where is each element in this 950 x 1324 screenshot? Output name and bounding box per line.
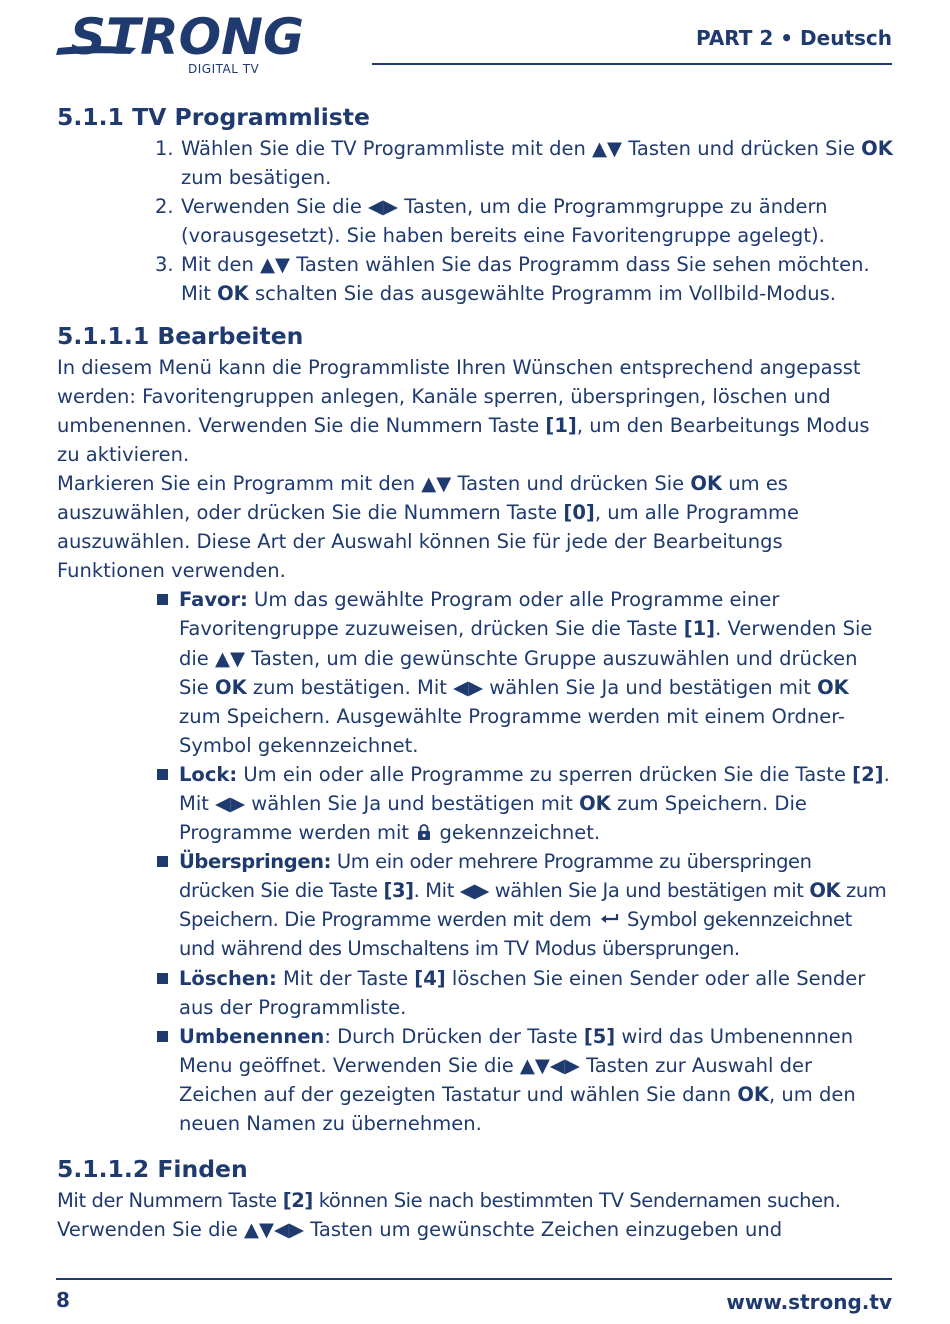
key: [2] <box>852 762 884 786</box>
square-bullet-icon <box>157 1031 168 1042</box>
bullet-label: Lock: <box>179 762 238 786</box>
bullet-rename <box>155 1022 893 1138</box>
text: Mit der Nummern Taste <box>57 1189 283 1213</box>
text: , um den neuen Namen zu übernehmen. <box>179 1082 856 1135</box>
header-rule <box>372 63 892 65</box>
brand-subtitle: DIGITAL TV <box>188 62 260 76</box>
text: . Verwenden Sie die ▲▼ Tasten, um die gewünschte Gruppe auszuwählen und drücken Sie <box>179 617 873 699</box>
strong-logo-graphic <box>56 8 326 68</box>
text: können Sie nach bestimmten TV Sendernamen suchen. <box>312 1189 841 1213</box>
bullet-label: Umbenennen <box>179 1024 325 1048</box>
text: Um das gewählte Program oder alle Programme einer Favoritengruppe zuzuweisen, drücken Sie die Taste <box>179 588 780 641</box>
step-text: Verwenden Sie die ◀▶ Tasten, um die Programmgruppe zu ändern (vorausgesetzt). Sie haben bereits eine Favoritengruppe agelegt). <box>181 195 828 248</box>
step-number: 2. <box>155 195 174 219</box>
key-ok: OK <box>861 137 893 160</box>
square-bullet-icon <box>157 769 168 780</box>
key: OK <box>737 1082 770 1106</box>
heading-finden: 5.1.1.2 Finden <box>57 1155 248 1184</box>
bullet-lock <box>155 760 893 847</box>
heading-bearbeiten: 5.1.1.1 Bearbeiten <box>57 321 304 350</box>
bullet-label: Löschen: <box>179 966 277 990</box>
text: Markieren Sie ein Programm mit den ▲▼ Tasten und drücken Sie <box>57 471 691 495</box>
text: Mit der Taste <box>276 966 415 990</box>
bullet-label: Überspringen: <box>179 850 332 874</box>
page-number: 8 <box>56 1288 70 1312</box>
key: [1] <box>683 617 716 641</box>
bullet-favor <box>155 585 893 760</box>
key-ok: OK <box>217 282 249 306</box>
bullet-skip <box>155 847 893 963</box>
key-0: [0] <box>563 501 595 525</box>
footer-rule <box>56 1278 892 1280</box>
key-ok: OK <box>690 471 723 495</box>
text: . Mit ◀▶ wählen Sie Ja und bestätigen mit <box>179 762 890 815</box>
website-link[interactable]: www.strong.tv <box>726 1290 892 1314</box>
step-item <box>155 134 893 192</box>
square-bullet-icon <box>157 594 168 605</box>
find-paragraph-2: Verwenden Sie die ▲▼◀▶ Tasten um gewünschte Zeichen einzugeben und <box>57 1218 783 1242</box>
square-bullet-icon <box>157 856 168 867</box>
text: zum Speichern. Die Programme werden mit <box>179 791 807 845</box>
key: [5] <box>583 1024 616 1048</box>
brand-wordmark: STRONG <box>70 8 305 66</box>
key: [3] <box>383 879 414 903</box>
edit-paragraph-2 <box>57 469 893 585</box>
step-item <box>155 250 893 308</box>
key-1: [1] <box>545 413 577 437</box>
steps-list <box>57 134 893 309</box>
step-item <box>155 192 893 250</box>
text: Symbol gekennzeichnet und während des Umschaltens im TV Modus übersprungen. <box>179 908 852 961</box>
step-number: 1. <box>155 137 174 160</box>
step-number: 3. <box>155 253 174 277</box>
text: In diesem Menü kann die Programmliste Ihren Wünschen entsprechend angepasst werden: Favoritengruppen anlegen, Kanäle sperren, überspringen, löschen und umbenennen. Verwenden Sie die Nummern Taste <box>57 355 861 437</box>
heading-tv-programmliste: 5.1.1 TV Programmliste <box>57 103 370 131</box>
text: zum Speichern. Die Programme werden mit dem <box>179 879 887 932</box>
skip-icon <box>599 911 619 925</box>
step-text: Wählen Sie die TV Programmliste mit den ▲▼ Tasten und drücken Sie <box>181 137 862 160</box>
text: , um alle Programme auszuwählen. Diese Art der Auswahl können Sie für jede der Bearbeitungs Funktionen verwenden. <box>57 501 800 583</box>
find-paragraph-1 <box>57 1186 893 1215</box>
key: OK <box>215 675 247 699</box>
text: löschen Sie einen Sender oder alle Sender aus der Programmliste. <box>179 966 866 1019</box>
step-text: schalten Sie das ausgewählte Programm im Vollbild-Modus. <box>248 282 836 306</box>
text: , um den Bearbeitungs Modus zu aktivieren. <box>57 413 870 466</box>
text: . Mit ◀▶ wählen Sie Ja und bestätigen mit <box>413 879 810 903</box>
key-2: [2] <box>282 1189 313 1213</box>
key: [4] <box>414 966 446 990</box>
text: gekennzeichnet. <box>433 821 601 845</box>
bullet-delete <box>155 964 893 1022</box>
text: zum bestätigen. Mit ◀▶ wählen Sie Ja und bestätigen mit <box>246 675 818 699</box>
square-bullet-icon <box>157 973 168 984</box>
step-text: Mit den ▲▼ Tasten wählen Sie das Programm dass Sie sehen möchten. Mit <box>181 253 870 306</box>
key: OK <box>817 675 849 699</box>
text: Um ein oder alle Programme zu sperren drücken Sie die Taste <box>237 762 853 786</box>
strong-logo <box>56 8 326 88</box>
edit-paragraph-1 <box>57 353 893 469</box>
text: um es auszuwählen, oder drücken Sie die Nummern Taste <box>57 471 788 525</box>
page-content <box>57 100 893 1244</box>
step-text: zum besätigen. <box>181 166 332 190</box>
text: Um ein oder mehrere Programme zu überspringen drücken Sie die Taste <box>179 850 812 903</box>
bullet-label: Favor: <box>179 588 248 612</box>
text: wird das Umbenennnen Menu geöffnet. Verwenden Sie die ▲▼◀▶ Tasten zur Auswahl der Zeichen auf der gezeigten Tastatur und wählen Sie dann <box>179 1024 854 1106</box>
key: OK <box>579 791 611 815</box>
text: zum Speichern. Ausgewählte Programme werden mit einem Ordner-Symbol gekennzeichnet. <box>179 704 846 757</box>
lock-icon <box>417 823 431 841</box>
key: OK <box>809 879 841 903</box>
edit-functions-list <box>57 585 893 1138</box>
text: : Durch Drücken der Taste <box>324 1024 584 1048</box>
part-label: PART 2 • Deutsch <box>696 26 892 50</box>
